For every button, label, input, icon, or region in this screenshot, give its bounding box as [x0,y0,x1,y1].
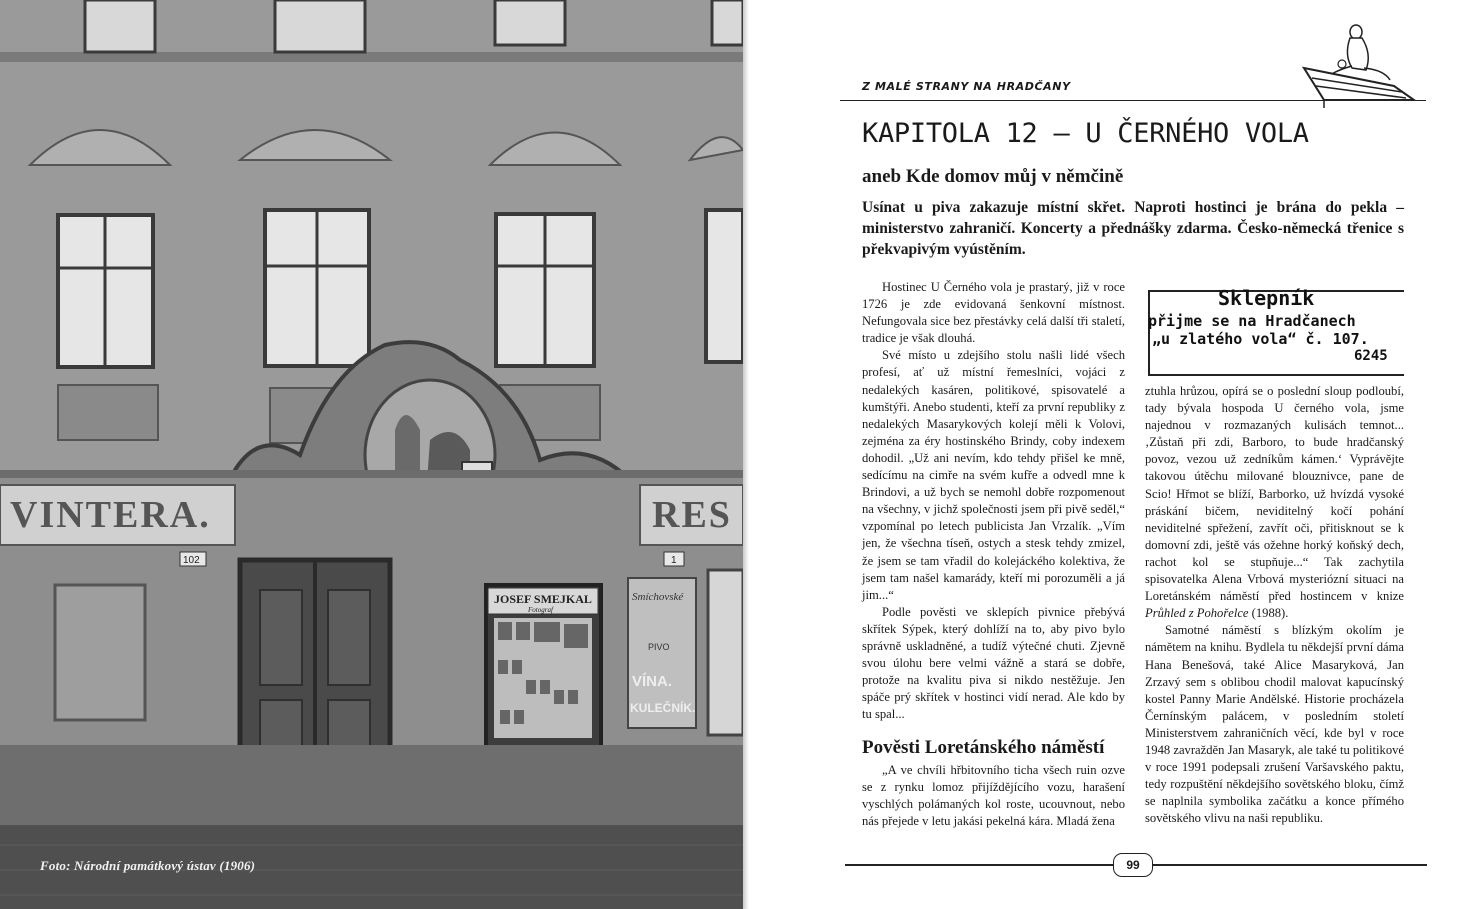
ad-title: Sklepník [1218,286,1315,310]
house-number-right: 1 [671,555,677,566]
poster-pivo: PIVO [648,642,670,652]
paragraph: Podle pověsti ve sklepích pivnice přebývá skřítek Sýpek, který dohlíží na to, aby pivo bylo správně uskladněné, a tudíž výtečné chuti. Zjevně svou úlohu bere velmi vážně a stará se dobře, protože na kvalitu piva si nikdo nestěžuje. Jen spáče prý skřítek v hostinci vidí nerad. Ale kdo by tu spal... [862,604,1125,722]
header-rule [840,100,1314,101]
chapter-title: KAPITOLA 12 – U ČERNÉHO VOLA [862,118,1309,149]
paragraph: Samotné náměstí s blízkým okolím je námětem na knihu. Bydlela tu někdejší první dáma Hana Benešová, také Alice Masaryková, Jan Zrzavý sem s oblibou chodil malovat kapucínský kostel Panny Marie Andělské. Historie procházela Černínským palácem, v posledním století Ministerstvem zahraničních věcí, kde byl v roce 1948 zavražděn Jan Masaryk, ale také tu politikové v roce 1991 podepsali zrušení Varšavského paktu, tedy rozpuštění někdejšího sovětského bloku, čímž se naplnila symbolika začátku a konce přímého sovětského vlivu na naši republiku. [1145,623,1404,826]
page-number: 99 [1113,853,1153,877]
text-column-right [1145,383,1404,827]
ad-line: přijme se na Hradčanech [1148,312,1356,330]
statue-ornament-icon [1294,20,1420,110]
paragraph-text: (1988). [1248,606,1289,621]
photo-credit: Foto: Národní památkový ústav (1906) [40,858,256,873]
book-spine [743,0,749,909]
running-head: Z MALÉ STRANY NA HRADČANY [862,80,1071,93]
text-column-left-bottom [862,762,1125,830]
ad-number: 6245 [1354,348,1388,364]
paragraph-text: ztuhla hrůzou, opírá se o poslední sloup podloubí, tady bývala hospoda U černého vola, jsme najednou v rozmazaných kulisách temnot... ‚Zůstaň při zdi, Barboro, to bude hradčanský povoz, vezou už zedníkům kámen.‘ Vyprávějte takovou útěchu milované blouznivce, pane de Scio! Hřmot se blíží, Barborko, už hvízdá vysoké práskání bičem, neviditelný kočí pohání neviditelné spřežení, zavřít oči, přitisknout se k domovní zdi, ještě vás ožehne horký koňský dech, rachot kol se stupňuje...“ Tak zachytila spisovatelka Alena Vrbová mysteriózní situaci na Loretánském náměstí před hostincem v knize [1145,384,1404,604]
text-column-left [862,279,1125,723]
poster-vina: VÍNA. [632,673,673,690]
ad-line: „u zlatého vola“ č. 107. [1152,330,1369,348]
poster-kulecnik: KULEČNÍK. [630,701,696,715]
sign-res: RES [652,494,732,536]
paragraph: Hostinec U Černého vola je prastarý, již v roce 1726 je zde evidovaná šenkovní místnost. Nefungovala sice bez přestávky celá další tři staletí, tradice je však dlouhá. [862,280,1125,346]
paragraph: „A ve chvíli hřbitovního ticha všech ruin ozve se z rynku lomoz přijíždějícího vozu, harašení vyschlých polámaných kol roste, ucouvnout, nebo nás přejede v letu jakási pekelná kára. Mladá žena [862,763,1125,829]
section-heading: Pověsti Loretánského náměstí [862,737,1105,758]
chapter-subtitle: aneb Kde domov můj v němčině [862,166,1124,187]
poster-smichovske: Smíchovské [632,591,684,603]
paragraph: Své místo u zdejšího stolu našli lidé všech profesí, ať už místní řemeslníci, vojáci z nedalekých kasáren, politikové, spisovatelé a kumštýři. Anebo studenti, kteří za první republiky z nedalekých Masarykových kolejí měli k Volovi, zejména za éry hostinského Brindy, coby indexem dohodil. „Už ani nevím, kdo tehdy přišel ke mně, sedícímu na cimře na svém kufře a odvedl mne k Brindovi, a už bych se nemohl dobře rozpomenout na všechny, v jichž společnosti jsem při pivě seděl,“ vzpomínal po letech publicista Jan Vrzalík. „Vím jen, že všechna tíseň, ostych a stesk tehdy zmizel, že jsem se tam vřadil do kolejáckého kolektiva, že jsem tam našel kamarády, kteří mi porozuměli a já jim...“ [862,348,1125,602]
book-title: Průhled z Pohořelce [1145,606,1249,621]
sign-vintera: VINTERA. [10,494,211,536]
shop-sign-profession: Fotograf [528,606,553,614]
shop-sign-name: JOSEF SMEJKAL [494,592,592,606]
chapter-lead: Usínat u piva zakazuje místní skřet. Naproti hostinci je brána do pekla – ministerstvo zahraničí. Koncerty a přednášky zdarma. Česko-německá třenice s překvapivým vyústěním. [862,199,1404,258]
paragraph [1145,383,1404,622]
newspaper-ad [1148,282,1402,374]
house-number-left: 102 [183,555,200,566]
